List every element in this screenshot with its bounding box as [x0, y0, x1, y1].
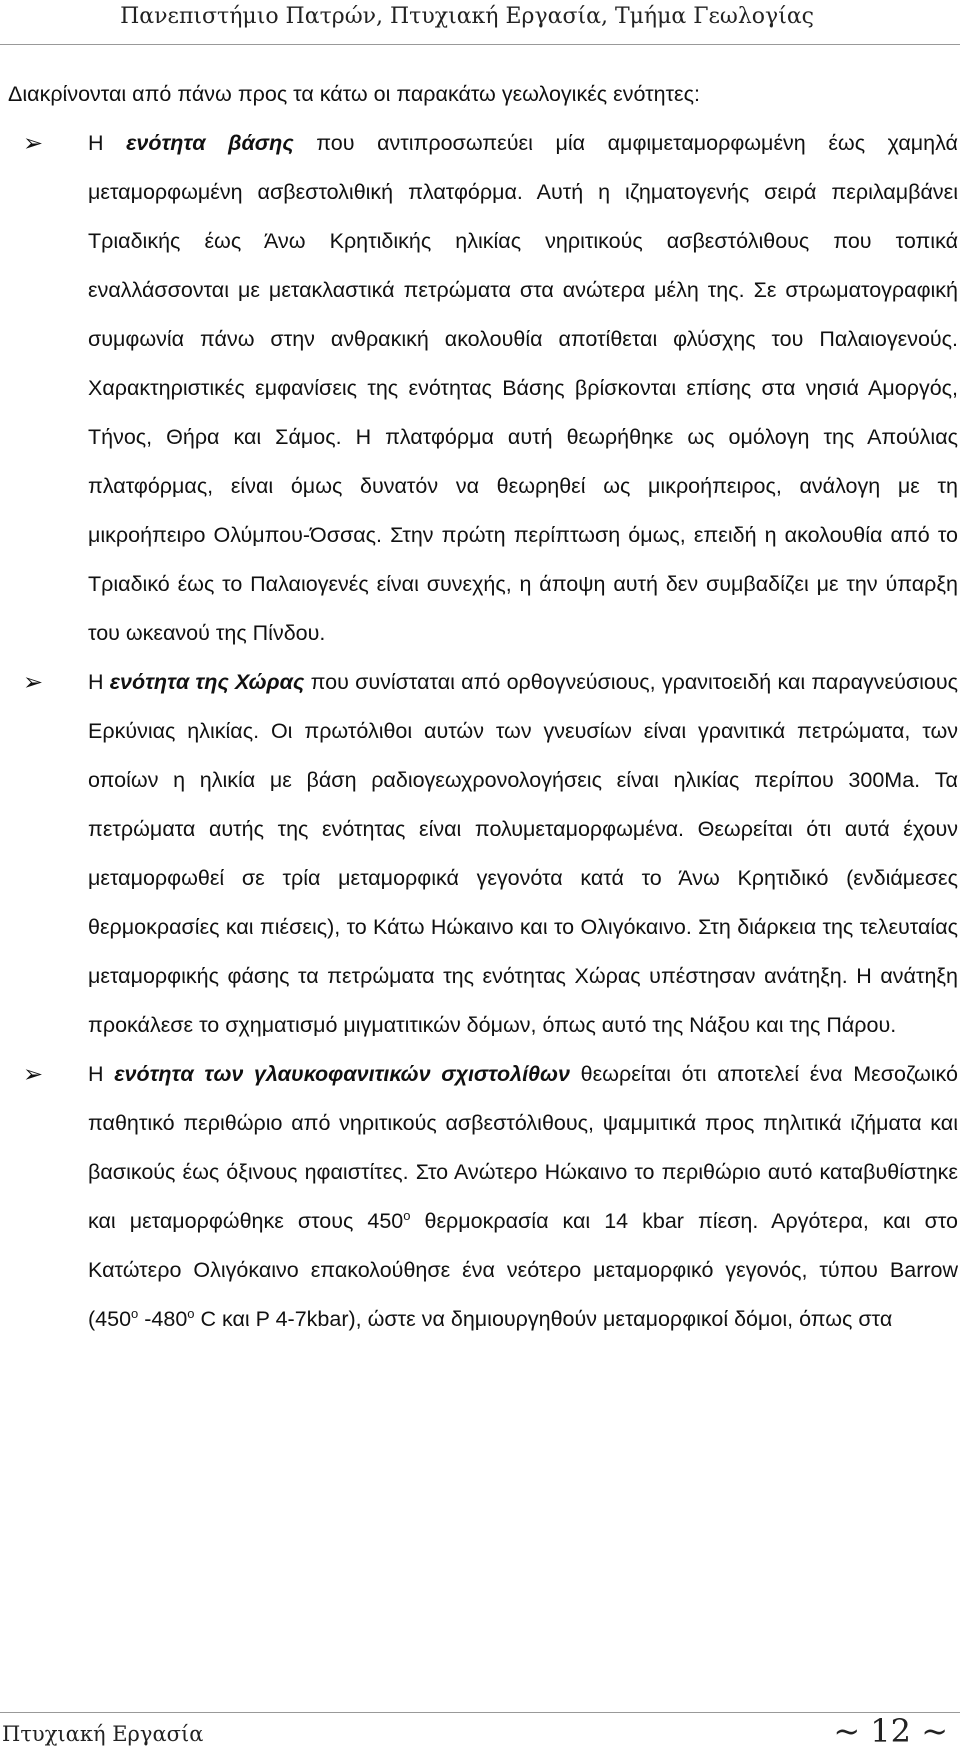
- arrow-bullet-icon: ➢: [23, 1060, 44, 1088]
- footer-title: Πτυχιακή Εργασία: [2, 1722, 204, 1746]
- item-prefix: Η: [88, 1062, 115, 1086]
- geologic-units-list: [8, 119, 958, 1344]
- degree-superscript: ο: [131, 1305, 139, 1321]
- item-text: που συνίσταται από ορθογνεύσιους, γρανιτοειδή και παραγνεύσιους Ερκύνιας ηλικίας. Οι πρωτόλιθοι αυτών των γνευσίων είναι γρανιτικά πετρώματα, των οποίων η ηλικία με βάση ραδιογεωχρονολογήσεις είναι ηλικίας περίπου 300Ma. Τα πετρώματα αυτής της ενότητας είναι πολυμεταμορφωμένα. Θεωρείται ότι αυτά έχουν μεταμορφωθεί σε τρία μεταμορφικά γεγονότα κατά το Άνω Κρητιδικό (ενδιάμεσες θερμοκρασίες και πιέσεις), το Κάτω Ηώκαινο και το Ολιγόκαινο. Στη διάρκεια της τελευταίας μεταμορφικής φάσης τα πετρώματα της ενότητας Χώρας υπέστησαν ανάτηξη. Η ανάτηξη προκάλεσε το σχηματισμό μιγματιτικών δόμων, όπως αυτό της Νάξου και της Πάρου.: [88, 670, 958, 1037]
- degree-superscript: ο: [403, 1207, 411, 1223]
- page-header: Πανεπιστήμιο Πατρών, Πτυχιακή Εργασία, Τμήμα Γεωλογίας: [120, 4, 814, 29]
- item-text: θερμοκρασία και 14 kbar πίεση. Αργότερα, και στο Κατώτερο Ολιγόκαινο επακολούθησε ένα νεότερο μεταμορφικό γεγονός, τύπου Barrow (450: [88, 1209, 958, 1331]
- item-prefix: Η: [88, 131, 127, 155]
- list-item-basement-unit: [8, 119, 958, 658]
- item-term: ενότητα των γλαυκοφανιτικών σχιστολίθων: [114, 1062, 570, 1086]
- item-text: που αντιπροσωπεύει μία αμφιμεταμορφωμένη έως χαμηλά μεταμορφωμένη ασβεστολιθική πλατφόρμα. Αυτή η ιζηματογενής σειρά περιλαμβάνει Τριαδικής έως Άνω Κρητιδικής ηλικίας νηριτικούς ασβεστόλιθους που τοπικά εναλλάσσονται με μετακλαστικά πετρώματα στα ανώτερα μέλη της. Σε στρωματογραφική συμφωνία πάνω στην ανθρακική ακολουθία αποτίθεται φλύσχης του Παλαιογενούς. Χαρακτηριστικές εμφανίσεις της ενότητας Βάσης βρίσκονται επίσης στα νησιά Αμοργός, Τήνος, Θήρα και Σάμος. Η πλατφόρμα αυτή θεωρήθηκε ως ομόλογη της Απούλιας πλατφόρμας, είναι όμως δυνατόν να θεωρηθεί ως μικροήπειρος, ανάλογη με τη μικροήπειρο Ολύμπου-Όσσας. Στην πρώτη περίπτωση όμως, επειδή η ακολουθία από το Τριαδικό έως το Παλαιογενές είναι συνεχής, η άποψη αυτή δεν συμβαδίζει με την ύπαρξη του ωκεανού της Πίνδου.: [88, 131, 958, 645]
- degree-superscript: ο: [187, 1305, 195, 1321]
- footer-divider: [0, 1712, 960, 1713]
- list-item-chora-unit: [8, 658, 958, 1050]
- item-prefix: Η: [88, 670, 110, 694]
- header-divider: [0, 44, 960, 45]
- arrow-bullet-icon: ➢: [23, 129, 44, 157]
- list-item-blueschist-unit: [8, 1050, 958, 1344]
- item-text: C και P 4-7kbar), ώστε να δημιουργηθούν μεταμορφικοί δόμοι, όπως στα: [194, 1307, 893, 1331]
- intro-paragraph: Διακρίνονται από πάνω προς τα κάτω οι παρακάτω γεωλογικές ενότητες:: [8, 82, 700, 106]
- item-term: ενότητα βάσης: [126, 131, 294, 155]
- item-text: -480: [138, 1307, 188, 1331]
- arrow-bullet-icon: ➢: [23, 668, 44, 696]
- document-body: [8, 70, 958, 1344]
- page-number: ~ 12 ~: [833, 1712, 948, 1750]
- item-text: θεωρείται ότι αποτελεί ένα Μεσοζωικό παθητικό περιθώριο από νηριτικούς ασβεστόλιθους, ψαμμιτικά προς πηλιτικά ιζήματα και βασικούς έως όξινους ηφαιστίτες. Στο Ανώτερο Ηώκαινο το περιθώριο αυτό καταβυθίστηκε και μεταμορφώθηκε στους 450: [88, 1062, 958, 1233]
- item-term: ενότητα της Χώρας: [109, 670, 305, 694]
